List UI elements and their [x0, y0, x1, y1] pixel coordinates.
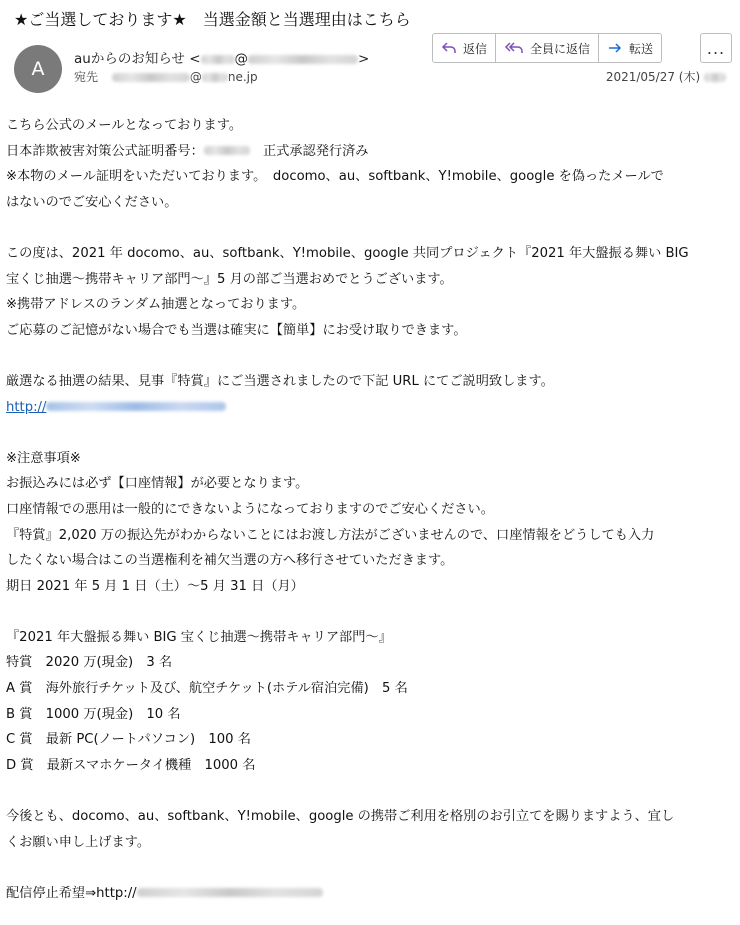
reply-all-label: 全員に返信 [530, 41, 591, 56]
email-at: @ [234, 51, 249, 67]
link-prefix: http:// [6, 399, 47, 415]
body-line: ※携帯アドレスのランダム抽選となっております。 [6, 297, 306, 313]
redacted-unsubscribe-url [137, 888, 323, 897]
prize-line: A 賞 海外旅行チケット及び、航空チケット(ホテル宿泊完備) 5 名 [6, 681, 408, 697]
email-subject: ★ご当選しております★ 当選金額と当選理由はこちら [14, 10, 411, 29]
more-options-button[interactable] [700, 33, 732, 63]
body-line: 期日 2021 年 5 月 1 日（土）～5 月 31 日（月） [6, 578, 304, 594]
email-bracket-open: < [189, 51, 201, 67]
prize-line: B 賞 1000 万(現金) 10 名 [6, 706, 181, 722]
prize-line: D 賞 最新スマホケータイ機種 1000 名 [6, 757, 256, 773]
message-body [6, 113, 734, 906]
sent-date-text: 2021/05/27 (木) [605, 70, 701, 84]
body-line: お振込みには必ず【口座情報】が必要となります。 [6, 476, 309, 492]
email-bracket-close: > [358, 51, 370, 67]
reply-button[interactable] [432, 33, 496, 63]
redacted-time [704, 73, 726, 82]
unsubscribe-text: 配信停止希望⇒http:// [6, 885, 137, 901]
body-line: 『特賞』2,020 万の振込先がわからないことにはお渡し方法がございませんので、口座情報をどうしても入力 [6, 527, 655, 543]
body-line: ※注意事項※ [6, 450, 81, 466]
redacted-email-user [201, 55, 235, 64]
recipient-line [74, 68, 258, 85]
sender-name[interactable]: auからのお知らせ [74, 51, 185, 67]
forward-arrow-icon [607, 41, 623, 55]
forward-label: 転送 [629, 41, 654, 56]
more-dots-icon: ... [706, 38, 726, 58]
body-line: したくない場合はこの当選権利を補欠当選の方へ移行させていただきます。 [6, 553, 454, 569]
body-line: 口座情報での悪用は一般的にできないようになっておりますのでご安心ください。 [6, 501, 494, 517]
cert-status: 正式承認発行済み [249, 143, 369, 159]
body-line: この度は、2021 年 docomo、au、softbank、Y!mobile、google 共同プロジェクト『2021 年大盤振る舞い BIG [6, 245, 689, 261]
explanation-link[interactable] [6, 400, 226, 415]
avatar-letter: A [31, 58, 45, 80]
redacted-url [46, 402, 226, 411]
reply-label: 返信 [463, 41, 488, 56]
prize-title: 『2021 年大盤振る舞い BIG 宝くじ抽選～携帯キャリア部門～』 [6, 629, 392, 645]
sent-date [606, 68, 726, 85]
sender-email[interactable] [189, 51, 369, 67]
prize-line: 特賞 2020 万(現金) 3 名 [6, 655, 173, 671]
recipient-domain-tail: ne.jp [227, 70, 258, 84]
sender-line [74, 47, 369, 67]
body-line: はないのでご安心ください。 [6, 194, 178, 210]
reply-all-icon [504, 41, 524, 55]
cert-label: 日本詐欺被害対策公式証明番号： [6, 143, 204, 159]
redacted-cert-number [204, 146, 250, 155]
body-line [6, 395, 734, 421]
body-line: 厳選なる抽選の結果、見事『特賞』にご当選されましたので下記 URL にてご説明致します。 [6, 373, 554, 389]
recipient-at: @ [189, 70, 202, 84]
redacted-recipient-domain [202, 73, 228, 82]
unsubscribe-line [6, 881, 734, 907]
body-line: こちら公式のメールとなっております。 [6, 118, 243, 133]
body-line: 宝くじ抽選～携帯キャリア部門～』5 月の部ご当選おめでとうございます。 [6, 271, 453, 287]
reply-all-button[interactable] [496, 33, 599, 63]
sender-avatar [14, 45, 62, 93]
body-line: くお願い申し上げます。 [6, 834, 151, 850]
redacted-recipient-user [112, 73, 190, 82]
prize-line: C 賞 最新 PC(ノートパソコン) 100 名 [6, 732, 251, 748]
reply-icon [441, 41, 457, 55]
body-line: ご応募のご記憶がない場合でも当選は確実に【簡単】にお受け取りできます。 [6, 322, 467, 338]
message-toolbar [432, 33, 662, 63]
body-line [6, 139, 734, 165]
recipient-label: 宛先 [74, 70, 99, 84]
body-line: 今後とも、docomo、au、softbank、Y!mobile、google の携帯ご利用を格別のお引立てを賜りますよう、宜し [6, 809, 675, 825]
redacted-email-domain [248, 55, 358, 64]
body-line: ※本物のメール証明をいただいております。 docomo、au、softbank、Y!mobile、google を偽ったメールで [6, 169, 664, 185]
forward-button[interactable] [599, 33, 662, 63]
